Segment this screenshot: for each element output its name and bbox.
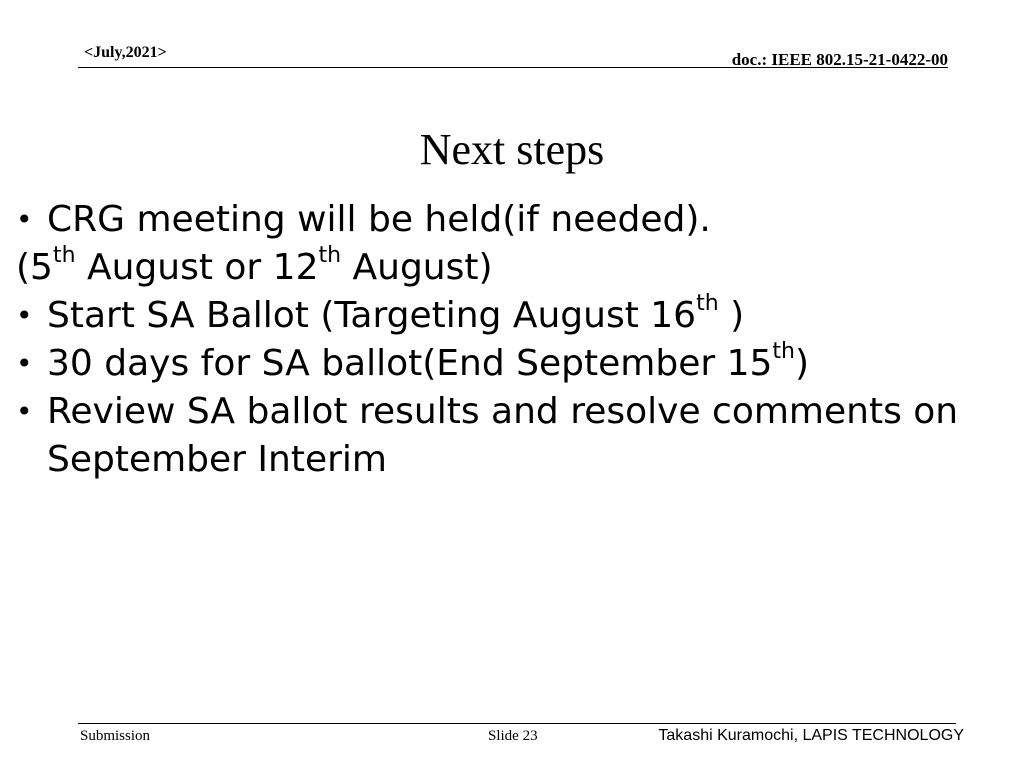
superscript: th (696, 291, 719, 316)
body-text: August) (341, 247, 493, 288)
body-text: Review SA ballot results and resolve comments on September Interim (47, 391, 959, 480)
header-divider (78, 67, 948, 68)
footer-submission: Submission (80, 728, 151, 744)
body-text: CRG meeting will be held(if needed). (47, 199, 711, 240)
body-text: August or 12 (75, 247, 319, 288)
body-line (16, 340, 1006, 388)
superscript: th (52, 243, 76, 268)
superscript: th (772, 339, 795, 364)
body-line (16, 292, 1006, 340)
footer-author: Takashi Kuramochi, LAPIS TECHNOLOGY (658, 727, 964, 744)
body-text: 30 days for SA ballot(End September 15 (47, 343, 773, 384)
body-line (16, 388, 1006, 484)
bullet-icon: • (16, 395, 33, 428)
slide-title: Next steps (419, 125, 605, 174)
body-line (16, 244, 1006, 292)
slide-body (16, 196, 1006, 484)
footer-slide-number: Slide 23 (488, 728, 538, 744)
header-document-id: doc.: IEEE 802.15-21-0422-00 (731, 50, 948, 69)
body-text: Start SA Ballot (Targeting August 16 (47, 295, 697, 336)
bullet-icon: • (16, 347, 33, 380)
body-text: ) (794, 343, 810, 384)
superscript: th (318, 243, 342, 268)
body-text: ) (718, 295, 745, 336)
header-date: <July,2021> (84, 44, 167, 61)
footer-divider (78, 723, 956, 724)
bullet-icon: • (16, 203, 33, 236)
body-line (16, 196, 1006, 244)
bullet-icon: • (16, 299, 33, 332)
body-text: (5 (16, 247, 53, 288)
